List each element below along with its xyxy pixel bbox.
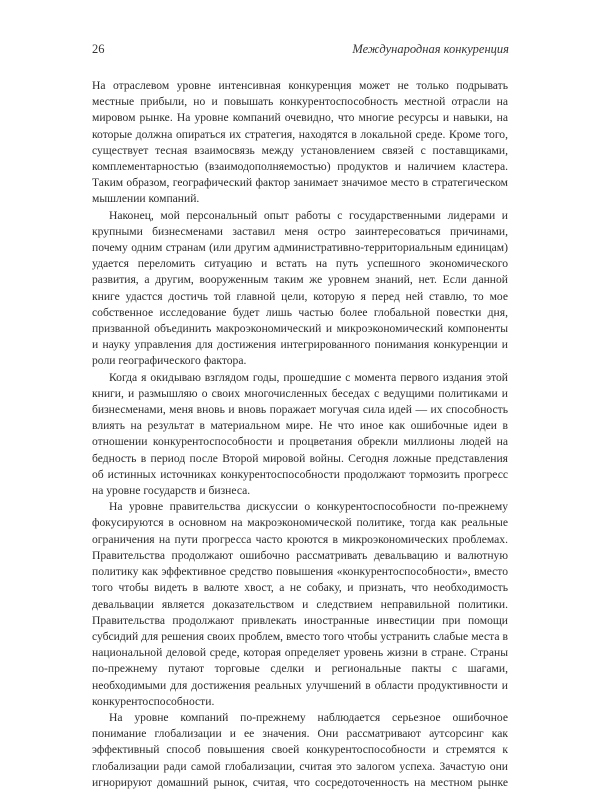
body-text	[92, 78, 508, 791]
page-number: 26	[92, 42, 105, 56]
paragraph-4: На уровне правительства дискуссии о конкурентоспособности по-прежнему фокусируются в основном на макроэкономической политике, тогда как реальные ограничения на пути прогресса часто кроются в микроэкономических проблемах. Правительства продолжают ошибочно рассматривать девальвацию и валютную политику как эффективное средство повышения «конкурентоспособности», вместо того чтобы видеть в валюте хвост, а не собаку, и признать, что необходимость девальвации является доказательством и следствием неправильной политики. Правительства продолжают привлекать иностранные инвестиции при помощи субсидий для решения своих проблем, вместо того чтобы устранить слабые места в национальной деловой среде, которая определяет уровень жизни в стране. Страны по-прежнему путают торговые сделки и региональные пакты с шагами, необходимыми для достижения реальных улучшений в области продуктивности и конкурентоспособности.	[92, 500, 508, 708]
running-title: Международная конкуренция	[352, 42, 509, 56]
page-header	[92, 42, 509, 62]
paragraph-3: Когда я окидываю взглядом годы, прошедшие с момента первого издания этой книги, и размышляю о своих многочисленных беседах с ведущими политиками и бизнесменами, меня вновь и вновь поражает могучая сила идей — их способность влиять на результат в материальном мире. Не что иное как ошибочные идеи в отношении конкурентоспособности и процветания обрекли миллионы людей на бедность в период после Второй мировой войны. Сегодня ложные представления об истинных источниках конкурентоспособности продолжают тормозить прогресс на уровне государств и бизнеса.	[92, 370, 508, 498]
paragraph-1: На отраслевом уровне интенсивная конкуренция может не только подрывать местные прибыли, но и повышать конкурентоспособность местной отрасли на мировом рынке. На уровне компаний очевидно, что многие ресурсы и навыки, на которые должна опираться их стратегия, находятся в локальной среде. Кроме того, существует тесная взаимосвязь между установлением связей с поставщиками, комплементарностью (взаимодополняемостью) продуктов и наличием кластера. Таким образом, географический фактор занимает значимое место в стратегическом мышлении компаний.	[92, 79, 508, 206]
paragraph-5: На уровне компаний по-прежнему наблюдается серьезное ошибочное понимание глобализации и ее значения. Они рассматривают аутсорсинг как эффективный способ повышения своей конкурентоспособности и стремятся к глобализации ради самой глобализации, считая это залогом успеха. Зачастую они игнорируют домашний рынок, считая, что сосредоточенность на местном рынке	[92, 710, 508, 789]
paragraph-2: Наконец, мой персональный опыт работы с государственными лидерами и крупными бизнесменами заставил меня остро заинтересоваться причинами, почему одним странам (или другим административно-территориальным единицам) удается переломить ситуацию и встать на путь успешного экономического развития, а другим, вооруженным таким же уровнем знаний, нет. Если данной книге удастся достичь той главной цели, которую я перед ней ставлю, то мое собственное исследование будет лишь частью более глобальной повестки дня, призванной объединить макроэкономический и микроэкономический компоненты и науку управления для достижения интегрированного понимания конкуренции и роли географического фактора.	[92, 208, 508, 368]
